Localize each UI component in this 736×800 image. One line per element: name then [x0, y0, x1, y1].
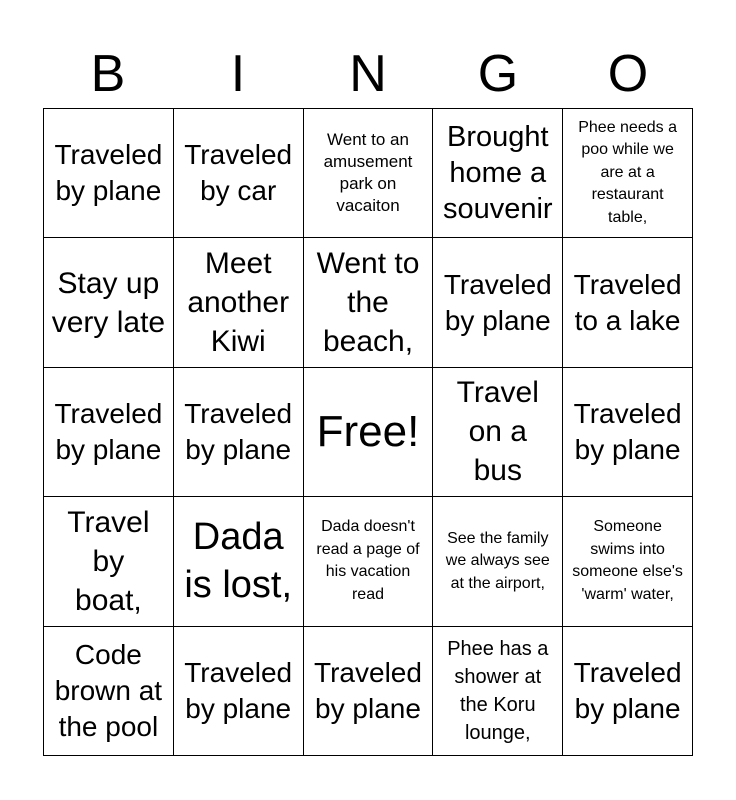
bingo-cell[interactable]: Traveled by plane: [563, 368, 693, 497]
bingo-cell[interactable]: Dada is lost,: [174, 497, 304, 626]
bingo-cell[interactable]: Traveled by plane: [44, 368, 174, 497]
free-space[interactable]: Free!: [304, 368, 434, 497]
bingo-cell[interactable]: Someone swims into someone else's 'warm' water,: [563, 497, 693, 626]
header-letter-o: O: [607, 45, 649, 103]
bingo-header: [43, 44, 693, 104]
bingo-cell[interactable]: Went to an amusement park on vacaiton: [304, 109, 434, 238]
header-letter-n: N: [349, 45, 387, 103]
bingo-cell[interactable]: Code brown at the pool: [44, 627, 174, 756]
bingo-cell[interactable]: Traveled by plane: [174, 368, 304, 497]
bingo-card: [43, 108, 693, 756]
bingo-cell[interactable]: Travel by boat,: [44, 497, 174, 626]
header-letter-b: B: [90, 45, 126, 103]
bingo-cell[interactable]: Phee needs a poo while we are at a restaurant table,: [563, 109, 693, 238]
bingo-cell[interactable]: Phee has a shower at the Koru lounge,: [433, 627, 563, 756]
bingo-cell[interactable]: Brought home a souvenir: [433, 109, 563, 238]
bingo-cell[interactable]: Traveled by plane: [304, 627, 434, 756]
bingo-cell[interactable]: Traveled by car: [174, 109, 304, 238]
bingo-cell[interactable]: Meet another Kiwi: [174, 238, 304, 367]
bingo-cell[interactable]: Stay up very late: [44, 238, 174, 367]
bingo-cell[interactable]: Traveled to a lake: [563, 238, 693, 367]
bingo-cell[interactable]: See the family we always see at the airport,: [433, 497, 563, 626]
bingo-cell[interactable]: Traveled by plane: [563, 627, 693, 756]
bingo-cell[interactable]: Dada doesn't read a page of his vacation read: [304, 497, 434, 626]
bingo-cell[interactable]: Traveled by plane: [174, 627, 304, 756]
bingo-cell[interactable]: Traveled by plane: [433, 238, 563, 367]
bingo-cell[interactable]: Traveled by plane: [44, 109, 174, 238]
header-letter-g: G: [477, 45, 519, 103]
bingo-cell[interactable]: Travel on a bus: [433, 368, 563, 497]
header-letter-i: I: [230, 45, 246, 103]
bingo-cell[interactable]: Went to the beach,: [304, 238, 434, 367]
